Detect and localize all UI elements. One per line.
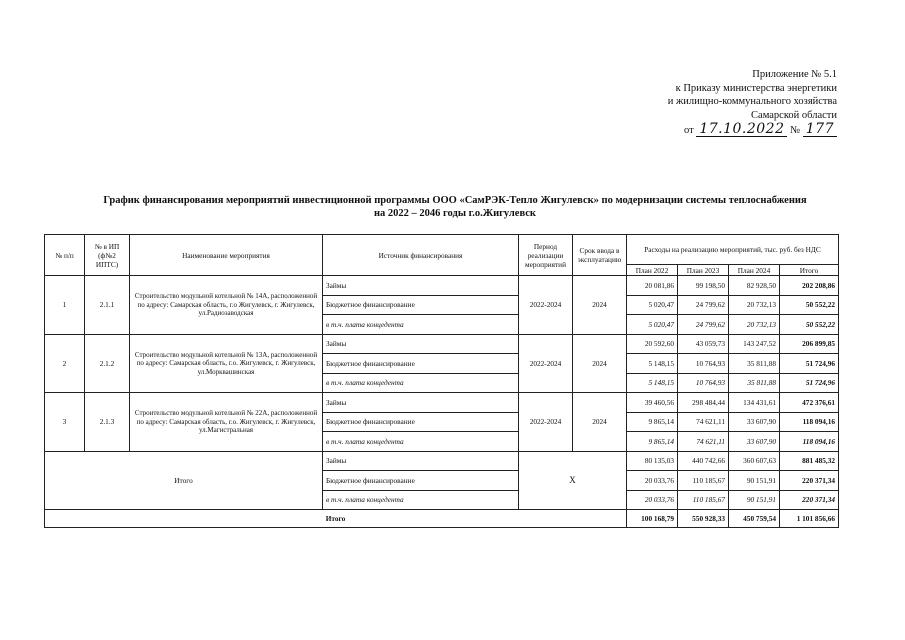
- row-source: Бюджетное финансирование: [323, 471, 519, 491]
- header-row-1: [45, 235, 839, 265]
- cell-2022: 20 033,76: [627, 471, 678, 491]
- row-source: Займы: [323, 393, 519, 413]
- cell-2024: 33 607,90: [729, 432, 780, 452]
- appendix-date-line: [668, 122, 837, 138]
- row-source: Займы: [323, 451, 519, 471]
- grand-total-row: [45, 510, 839, 528]
- cell-2022: 5 148,15: [627, 354, 678, 374]
- row-ip: 2.1.1: [85, 276, 130, 335]
- cell-2023: 74 621,11: [678, 432, 729, 452]
- appendix-line-4: Самарской области: [751, 109, 837, 121]
- row-source: в т.ч. плата концедента: [323, 490, 519, 510]
- cell-total: 50 552,22: [780, 315, 839, 335]
- cell-2023: 24 799,62: [678, 295, 729, 315]
- cell-2024: 20 732,13: [729, 295, 780, 315]
- header-num: № п/п: [45, 235, 85, 276]
- title-line-1: График финансирования мероприятий инвестиционной программы ООО «СамРЭК-Тепло Жигулевск» по модернизации системы теплоснабжения: [103, 195, 807, 206]
- table-row: [45, 393, 839, 413]
- cell-2022: 100 168,79: [627, 510, 678, 528]
- cell-2024: 20 732,13: [729, 315, 780, 335]
- grand-total-label: Итого: [45, 510, 627, 528]
- row-source: в т.ч. плата концедента: [323, 315, 519, 335]
- cell-2024: 82 928,50: [729, 276, 780, 296]
- row-name: Строительство модульной котельной № 22А, расположенной по адресу: Самарская область, г.о. Жигулевск, г. Жигулевск, ул.Магистральная: [130, 393, 323, 452]
- header-ip: № в ИП (ф№2 ИПТС): [85, 235, 130, 276]
- subtotal-row: [45, 451, 839, 471]
- cell-2024: 35 811,88: [729, 354, 780, 374]
- row-num: 1: [45, 276, 85, 335]
- handwritten-date: 17.10.2022: [696, 122, 787, 137]
- number-prefix: №: [790, 125, 801, 136]
- cell-total: 50 552,22: [780, 295, 839, 315]
- cell-total: 118 094,16: [780, 432, 839, 452]
- cell-2024: 90 151,91: [729, 490, 780, 510]
- header-source: Источник финансирования: [323, 235, 519, 276]
- row-term: 2024: [573, 393, 627, 452]
- cell-total: 881 485,32: [780, 451, 839, 471]
- cell-2023: 74 621,11: [678, 412, 729, 432]
- row-term: 2024: [573, 276, 627, 335]
- row-source: Бюджетное финансирование: [323, 354, 519, 374]
- row-source: в т.ч. плата концедента: [323, 373, 519, 393]
- row-name: Строительство модульной котельной № 13А, расположенной по адресу: Самарская область, г.о. Жигулевск, г. Жигулевск, ул.Морквашинская: [130, 334, 323, 393]
- handwritten-number: 177: [803, 122, 837, 137]
- cell-2023: 10 764,93: [678, 373, 729, 393]
- row-period: 2022-2024: [519, 393, 573, 452]
- date-prefix: от: [683, 125, 694, 136]
- row-source: Бюджетное финансирование: [323, 295, 519, 315]
- cell-2024: 90 151,91: [729, 471, 780, 491]
- subtotal-label: Итого: [45, 451, 323, 510]
- cell-2022: 20 081,86: [627, 276, 678, 296]
- cell-2023: 110 185,67: [678, 490, 729, 510]
- header-period: Период реализации мероприятий: [519, 235, 573, 276]
- row-term: 2024: [573, 334, 627, 393]
- row-source: Бюджетное финансирование: [323, 412, 519, 432]
- cell-2024: 450 759,54: [729, 510, 780, 528]
- cell-2022: 20 033,76: [627, 490, 678, 510]
- header-term: Срок ввода в эксплуатацию: [573, 235, 627, 276]
- cell-2023: 550 928,33: [678, 510, 729, 528]
- header-costs: Расходы на реализацию мероприятий, тыс. руб. без НДС: [627, 235, 839, 265]
- row-source: в т.ч. плата концедента: [323, 432, 519, 452]
- cell-2022: 20 592,60: [627, 334, 678, 354]
- title-line-2: на 2022 – 2046 годы г.о.Жигулевск: [374, 208, 536, 219]
- cell-2023: 24 799,62: [678, 315, 729, 335]
- document-title: [70, 194, 840, 220]
- cell-2023: 298 484,44: [678, 393, 729, 413]
- cell-2023: 99 198,50: [678, 276, 729, 296]
- cell-2022: 80 135,03: [627, 451, 678, 471]
- cell-total: 472 376,61: [780, 393, 839, 413]
- cell-2022: 9 865,14: [627, 432, 678, 452]
- financing-table: [44, 234, 839, 528]
- row-period: 2022-2024: [519, 276, 573, 335]
- row-ip: 2.1.3: [85, 393, 130, 452]
- table-row: [45, 276, 839, 296]
- header-plan-2022: План 2022: [627, 265, 678, 276]
- cell-2023: 440 742,66: [678, 451, 729, 471]
- cell-2024: 134 431,61: [729, 393, 780, 413]
- header-plan-2024: План 2024: [729, 265, 780, 276]
- cell-total: 51 724,96: [780, 373, 839, 393]
- row-source: Займы: [323, 334, 519, 354]
- cell-2022: 9 865,14: [627, 412, 678, 432]
- appendix-line-1: Приложение № 5.1: [752, 69, 837, 80]
- header-name: Наименование мероприятия: [130, 235, 323, 276]
- appendix-header: [668, 68, 837, 138]
- cell-2024: 33 607,90: [729, 412, 780, 432]
- cell-2023: 10 764,93: [678, 354, 729, 374]
- row-num: 2: [45, 334, 85, 393]
- cell-2022: 5 148,15: [627, 373, 678, 393]
- header-plan-2023: План 2023: [678, 265, 729, 276]
- cell-total: 220 371,34: [780, 490, 839, 510]
- cell-total: 206 899,85: [780, 334, 839, 354]
- cell-2024: 143 247,52: [729, 334, 780, 354]
- cell-total: 220 371,34: [780, 471, 839, 491]
- cell-total: 1 101 856,66: [780, 510, 839, 528]
- cell-2024: 360 607,63: [729, 451, 780, 471]
- cell-2023: 43 059,73: [678, 334, 729, 354]
- cell-total: 202 208,86: [780, 276, 839, 296]
- subtotal-mark: X: [519, 451, 627, 510]
- cell-total: 118 094,16: [780, 412, 839, 432]
- row-name: Строительство модульной котельной № 14А, расположенной по адресу: Самарская область, г.о Жигулевск, г. Жигулевск, ул.Радиозаводская: [130, 276, 323, 335]
- appendix-line-2: к Приказу министерства энергетики: [675, 82, 837, 94]
- cell-2023: 110 185,67: [678, 471, 729, 491]
- cell-2022: 5 020,47: [627, 295, 678, 315]
- table-row: [45, 334, 839, 354]
- cell-2022: 5 020,47: [627, 315, 678, 335]
- row-source: Займы: [323, 276, 519, 296]
- header-total: Итого: [780, 265, 839, 276]
- cell-total: 51 724,96: [780, 354, 839, 374]
- row-ip: 2.1.2: [85, 334, 130, 393]
- appendix-line-3: и жилищно-коммунального хозяйства: [667, 96, 837, 107]
- cell-2024: 35 811,88: [729, 373, 780, 393]
- row-num: 3: [45, 393, 85, 452]
- cell-2022: 39 460,56: [627, 393, 678, 413]
- row-period: 2022-2024: [519, 334, 573, 393]
